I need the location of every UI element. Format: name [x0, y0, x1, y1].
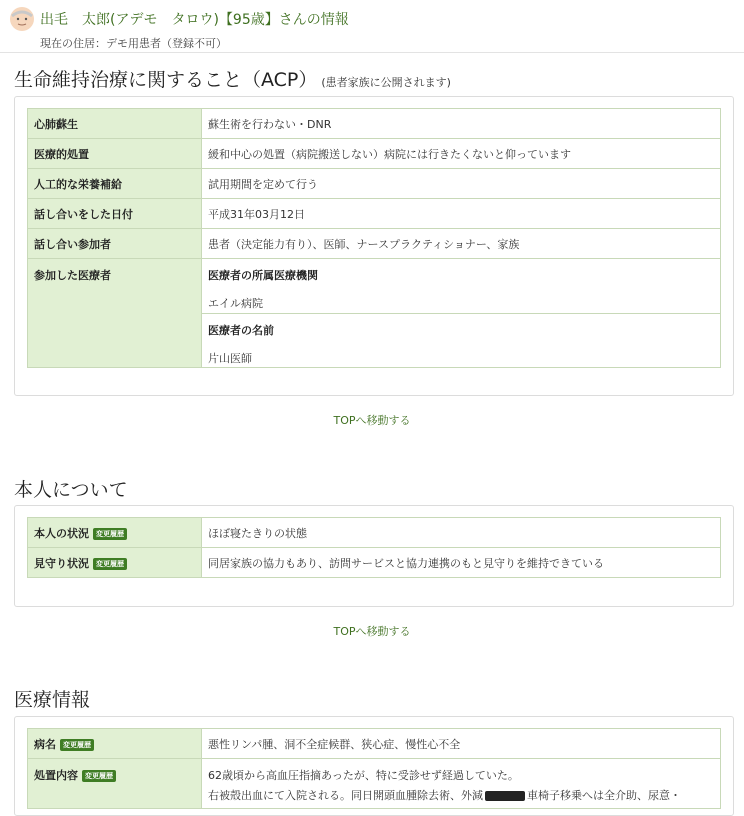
- row-label: 話し合い参加者: [28, 229, 202, 259]
- row-label: 心肺蘇生: [28, 109, 202, 139]
- staff-org-value: エイル病院: [208, 297, 263, 310]
- acp-title: 生命維持治療に関すること（ACP）: [14, 69, 318, 91]
- treatment-text: 右被殻出血にて入院される。同日開頭血腫除去術、外減: [208, 789, 483, 802]
- staff-detail: [202, 259, 721, 368]
- row-label: 話し合いをした日付: [28, 199, 202, 229]
- treatment-line: [208, 787, 720, 803]
- table-row: [28, 199, 721, 229]
- row-value: ほぼ寝たきりの状態: [202, 518, 721, 548]
- acp-note: (患者家族に公開されます): [321, 76, 451, 89]
- row-label: 処置内容: [34, 769, 78, 782]
- patient-header: [0, 0, 744, 53]
- table-row: [28, 169, 721, 199]
- table-row: [28, 548, 721, 578]
- staff-name-heading: 医療者の名前: [208, 324, 274, 337]
- row-label: 見守り状況: [34, 556, 89, 570]
- table-row: [28, 229, 721, 259]
- row-label-cell: [28, 759, 202, 809]
- row-value: 同居家族の協力もあり、訪問サービスと協力連携のもと見守りを維持できている: [202, 548, 721, 578]
- row-label: 参加した医療者: [28, 259, 202, 368]
- table-row: [28, 729, 721, 759]
- row-label-cell: [28, 548, 202, 578]
- top-link[interactable]: TOPへ移動する: [333, 414, 411, 427]
- row-label: 本人の状況: [34, 526, 89, 540]
- treatment-line: 62歳頃から高血圧指摘あったが、特に受診せず経過していた。: [208, 769, 519, 782]
- medical-table: [27, 728, 721, 809]
- staff-name-block: [202, 313, 720, 367]
- acp-panel: [14, 96, 734, 396]
- history-badge[interactable]: 変更履歴: [60, 739, 94, 751]
- row-label: 人工的な栄養補給: [28, 169, 202, 199]
- staff-org-block: [202, 259, 720, 313]
- row-value: 平成31年03月12日: [202, 199, 721, 229]
- history-badge[interactable]: 変更履歴: [93, 528, 127, 540]
- avatar-icon: [8, 5, 36, 33]
- row-value: 試用期間を定めて行う: [202, 169, 721, 199]
- patient-title: 出毛 太郎(アデモ タロウ)【95歳】さんの情報: [40, 12, 349, 28]
- acp-table: [27, 108, 721, 368]
- row-value: 悪性リンパ腫、洞不全症候群、狭心症、慢性心不全: [202, 729, 721, 759]
- table-row: [28, 518, 721, 548]
- row-label-cell: [28, 518, 202, 548]
- table-row: [28, 759, 721, 809]
- staff-org-heading: 医療者の所属医療機関: [208, 269, 318, 282]
- medical-section-title: 医療情報: [14, 689, 91, 711]
- acp-section-title: [14, 65, 451, 92]
- history-badge[interactable]: 変更履歴: [82, 770, 116, 782]
- history-badge[interactable]: 変更履歴: [93, 558, 127, 570]
- personal-section-title: 本人について: [14, 479, 128, 501]
- treatment-text: 車椅子移乗へは全介助、尿意・: [527, 789, 681, 802]
- row-value: 蘇生術を行わない・DNR: [202, 109, 721, 139]
- staff-name-value: 片山医師: [208, 352, 252, 365]
- table-row: [28, 259, 721, 368]
- row-label: 病名: [34, 737, 56, 751]
- table-row: [28, 109, 721, 139]
- top-link[interactable]: TOPへ移動する: [333, 625, 411, 638]
- row-label-cell: [28, 729, 202, 759]
- table-row: [28, 139, 721, 169]
- medical-panel: [14, 716, 734, 816]
- row-value: 緩和中心の処置（病院搬送しない）病院には行きたくないと仰っています: [202, 139, 721, 169]
- treatment-value: [202, 759, 721, 809]
- row-label: 医療的処置: [28, 139, 202, 169]
- row-value: 患者（決定能力有り）、医師、ナースプラクティショナー、家族: [202, 229, 721, 259]
- personal-table: [27, 517, 721, 578]
- personal-panel: [14, 505, 734, 607]
- residence-text: 現在の住居：デモ用患者（登録不可）: [40, 37, 227, 50]
